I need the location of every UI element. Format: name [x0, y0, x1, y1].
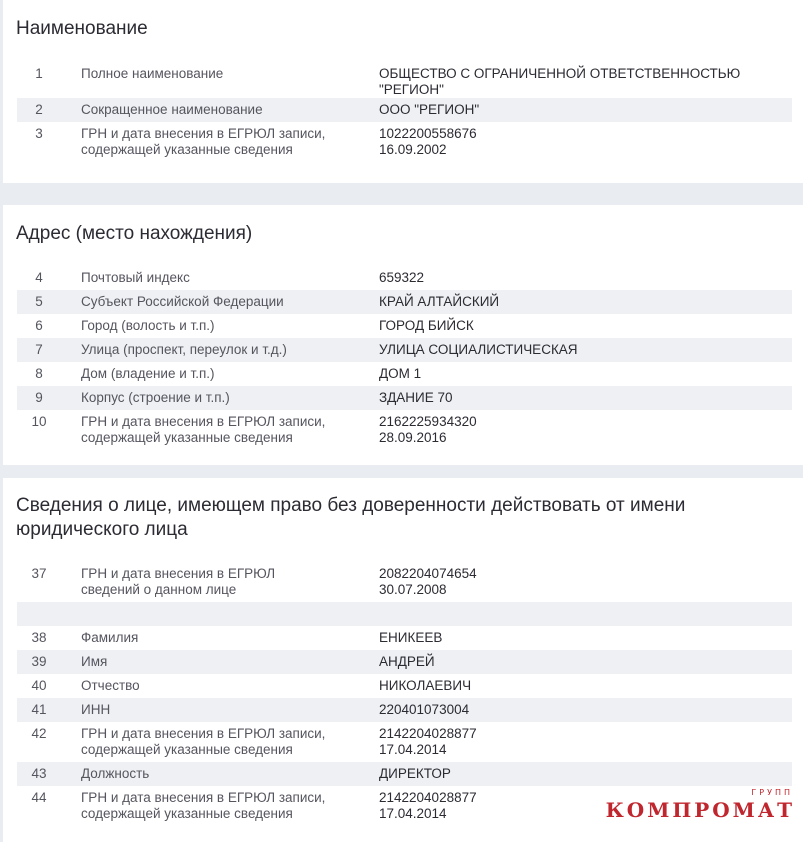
row-value: АНДРЕЙ: [379, 654, 435, 669]
row-label: Сокращенное наименование: [81, 102, 263, 117]
row-value-line: 17.04.2014: [379, 806, 447, 821]
row-value: КРАЙ АЛТАЙСКИЙ: [379, 294, 500, 309]
row-value-line: 1022200558676: [379, 126, 477, 141]
row-label: Город (волость и т.п.): [81, 318, 215, 333]
row-label: ГРН и дата внесения в ЕГРЮЛ сведений о данном лице: [81, 566, 276, 597]
table-row: [17, 410, 792, 450]
row-number: 1: [35, 66, 43, 81]
table-row: [17, 62, 792, 98]
row-label: ГРН и дата внесения в ЕГРЮЛ записи, содержащей указанные сведения: [81, 790, 326, 821]
table-row: [17, 626, 792, 650]
row-value: ГОРОД БИЙСК: [379, 318, 474, 333]
row-label: Полное наименование: [81, 66, 224, 81]
row-label: Отчество: [81, 678, 140, 693]
table-row: [17, 362, 792, 386]
row-label: Имя: [81, 654, 108, 669]
row-number: 39: [31, 654, 47, 669]
row-number: 2: [35, 102, 43, 117]
row-number: 6: [35, 318, 43, 333]
row-number: 38: [31, 630, 47, 645]
row-value: 220401073004: [379, 702, 470, 717]
table-row-spacer: [17, 602, 792, 626]
section-director-rows: [17, 562, 792, 826]
table-row: [17, 722, 792, 762]
row-label: Дом (владение и т.п.): [81, 366, 215, 381]
row-number: 42: [31, 726, 47, 741]
row-value: [379, 414, 789, 446]
row-value-line: 2142204028877: [379, 726, 477, 741]
row-value: [379, 726, 789, 758]
row-value: [379, 126, 789, 158]
row-value-line: 16.09.2002: [379, 142, 447, 157]
table-row: [17, 762, 792, 786]
row-label: ГРН и дата внесения в ЕГРЮЛ записи, содержащей указанные сведения: [81, 726, 326, 757]
row-value: [379, 566, 789, 598]
row-label: Корпус (строение и т.п.): [81, 390, 230, 405]
section-name-title: Наименование: [16, 18, 148, 39]
table-row: [17, 562, 792, 602]
row-value: ДИРЕКТОР: [379, 766, 451, 781]
row-label: Почтовый индекс: [81, 270, 190, 285]
watermark-sub: ГРУПП: [751, 788, 793, 797]
section-address-rows: [17, 266, 792, 450]
row-number: 40: [31, 678, 47, 693]
row-number: 43: [31, 766, 47, 781]
table-row: [17, 650, 792, 674]
row-number: 37: [31, 566, 47, 581]
row-number: 7: [35, 342, 43, 357]
watermark-main: КОМПРОМАТ: [605, 798, 795, 822]
row-number: 4: [35, 270, 43, 285]
row-number: 10: [31, 414, 47, 429]
row-label: ИНН: [81, 702, 111, 717]
table-row: [17, 698, 792, 722]
row-number: 3: [35, 126, 43, 141]
row-number: 9: [35, 390, 43, 405]
table-row: [17, 266, 792, 290]
table-row: [17, 290, 792, 314]
section-director-title: Сведения о лице, имеющем право без доверенности действовать от имени юридического лица: [16, 495, 686, 540]
row-value: ООО "РЕГИОН": [379, 102, 480, 117]
row-value: ОБЩЕСТВО С ОГРАНИЧЕННОЙ ОТВЕТСТВЕННОСТЬЮ "РЕГИОН": [379, 66, 741, 97]
row-label: ГРН и дата внесения в ЕГРЮЛ записи, содержащей указанные сведения: [81, 414, 326, 445]
table-row: [17, 314, 792, 338]
row-label: Фамилия: [81, 630, 139, 645]
table-row: [17, 674, 792, 698]
row-value: ДОМ 1: [379, 366, 422, 381]
row-number: 8: [35, 366, 43, 381]
row-value: УЛИЦА СОЦИАЛИСТИЧЕСКАЯ: [379, 342, 578, 357]
row-label: Субъект Российской Федерации: [81, 294, 284, 309]
row-number: 44: [31, 790, 47, 805]
table-row: [17, 386, 792, 410]
row-value: 659322: [379, 270, 425, 285]
section-name-rows: [17, 62, 792, 162]
row-label: Улица (проспект, переулок и т.д.): [81, 342, 287, 357]
row-label: ГРН и дата внесения в ЕГРЮЛ записи, содержащей указанные сведения: [81, 126, 326, 157]
row-number: 41: [31, 702, 47, 717]
kompromat-watermark-logo: [605, 788, 795, 822]
row-value: ЗДАНИЕ 70: [379, 390, 453, 405]
row-value-line: 2162225934320: [379, 414, 477, 429]
table-row: [17, 338, 792, 362]
row-value-line: 2082204074654: [379, 566, 477, 581]
row-value-line: 28.09.2016: [379, 430, 447, 445]
row-value: ЕНИКЕЕВ: [379, 630, 443, 645]
table-row: [17, 122, 792, 162]
table-row: [17, 98, 792, 122]
row-value-line: 2142204028877: [379, 790, 477, 805]
row-label: Должность: [81, 766, 150, 781]
section-address-title: Адрес (место нахождения): [16, 223, 253, 244]
row-value-line: 30.07.2008: [379, 582, 447, 597]
row-number: 5: [35, 294, 43, 309]
row-value-line: 17.04.2014: [379, 742, 447, 757]
row-value: НИКОЛАЕВИЧ: [379, 678, 472, 693]
